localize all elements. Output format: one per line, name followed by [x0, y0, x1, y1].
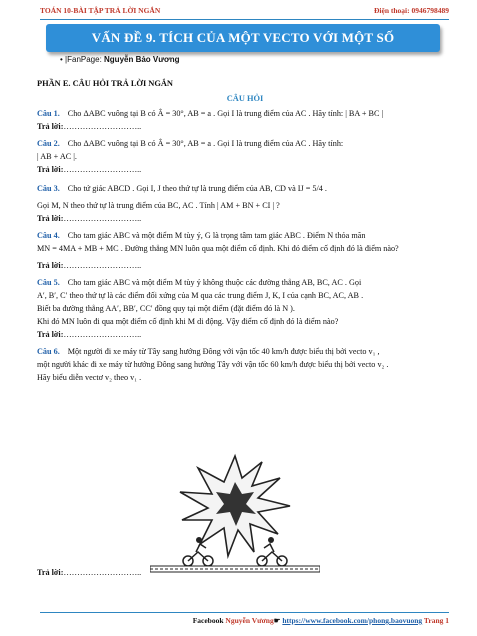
- hand-pointer-icon: ☛: [273, 616, 281, 625]
- question-number: Câu 1.: [37, 109, 60, 118]
- page-header: [40, 6, 449, 20]
- question-number: Câu 6.: [37, 347, 60, 356]
- question-text: Cho ΔABC vuông tại B có Â = 30°, AB = a . Gọi I là trung điểm của AC . Hãy tính:: [67, 139, 344, 148]
- question-6-line2: một người khác đi xe máy từ hướng Đông sang hướng Tây với vận tốc 60 km/h được biểu thị bởi vecto v₂ .: [37, 360, 389, 369]
- answer-line: Trả lời:………………………..: [37, 330, 142, 339]
- motorbike-collision-illustration: [150, 448, 320, 578]
- answer-line: Trả lời:………………………..: [37, 165, 142, 174]
- title-banner: [46, 24, 440, 52]
- banner-title: VẤN ĐỀ 9. TÍCH CỦA MỘT VECTO VỚI MỘT SỐ: [91, 30, 395, 45]
- question-3-line2: Gọi M, N theo thứ tự là trung điểm của BC, AC . Tính | AM + BN + CI | ?: [37, 201, 280, 210]
- answer-line: Trả lời:………………………..: [37, 261, 142, 270]
- part-title: PHẦN E. CÂU HỎI TRẢ LỜI NGẮN: [37, 79, 173, 88]
- motorbike-right-icon: [257, 537, 287, 566]
- question-number: Câu 3.: [37, 184, 60, 193]
- fanpage-line: [60, 55, 180, 64]
- question-2: [37, 138, 453, 149]
- question-number: Câu 5.: [37, 278, 60, 287]
- question-4: [37, 230, 453, 241]
- header-left: TOÁN 10-BÀI TẬP TRẢ LỜI NGẮN: [40, 6, 161, 15]
- question-text: Cho tam giác ABC và một điểm M tùy ý, G là trọng tâm tam giác ABC . Điểm N thỏa mãn: [67, 231, 366, 240]
- question-text: Cho ΔABC vuông tại B có Â = 30°, AB = a . Gọi I là trung điểm của AC . Hãy tính: | BA + BC |: [67, 109, 384, 118]
- footer-prefix: Facebook: [192, 616, 226, 625]
- question-5-line4: Khi đó MN luôn đi qua một điểm cố định khi M di động. Vậy điểm cố định đó là điểm nào?: [37, 317, 339, 326]
- question-3: [37, 183, 453, 194]
- facebook-link[interactable]: https://www.facebook.com/phong.baovuong: [282, 616, 423, 625]
- question-number: Câu 4.: [37, 231, 60, 240]
- question-text: Cho tam giác ABC và một điểm M tùy ý không thuộc các đường thẳng AB, BC, AC . Gọi: [67, 278, 362, 287]
- question-text: Một người đi xe máy từ Tây sang hướng Đông với vận tốc 40 km/h được biểu thị bởi vecto v₁ ,: [67, 347, 380, 356]
- fanpage-name: Nguyễn Bảo Vương: [104, 55, 180, 64]
- motorbike-left-icon: [183, 537, 213, 566]
- question-1: [37, 108, 453, 119]
- question-text: Cho tứ giác ABCD . Gọi I, J theo thứ tự là trung điểm của AB, CD và IJ = 5/4 .: [67, 184, 327, 193]
- answer-line: Trả lời:………………………..: [37, 122, 142, 131]
- road-icon: [150, 566, 320, 572]
- fanpage-prefix: • |FanPage:: [60, 55, 105, 64]
- footer-name: Nguyễn Vương: [225, 616, 274, 625]
- page-number: Trang 1: [423, 616, 449, 625]
- section-subtitle: CÂU HỎI: [226, 94, 264, 103]
- question-2-line2: | AB + AC |.: [37, 152, 77, 161]
- question-5-line2: A′, B′, C′ theo thứ tự là các điểm đối xứng của M qua các trung điểm J, K, I của cạnh BC, AC, AB .: [37, 291, 364, 300]
- question-5: [37, 277, 453, 288]
- header-right: Điện thoại: 0946798489: [374, 6, 449, 15]
- question-6-line3: Hãy biểu diễn vectơ v₂ theo v₁ .: [37, 373, 142, 382]
- question-number: Câu 2.: [37, 139, 60, 148]
- question-5-line3: Biết ba đường thẳng AA′, BB′, CC′ đồng quy tại một điểm (đặt điểm đó là N ).: [37, 304, 295, 313]
- question-4-line2: MN = 4MA + MB + MC . Đường thẳng MN luôn qua một điểm cố định. Khi đó điểm cố định đó là điểm nào?: [37, 244, 399, 253]
- page-footer: [40, 612, 449, 625]
- document-content: [37, 78, 453, 385]
- final-answer-line: Trả lời:………………………..: [37, 568, 142, 577]
- answer-line: Trả lời:………………………..: [37, 214, 142, 223]
- question-6: [37, 346, 453, 357]
